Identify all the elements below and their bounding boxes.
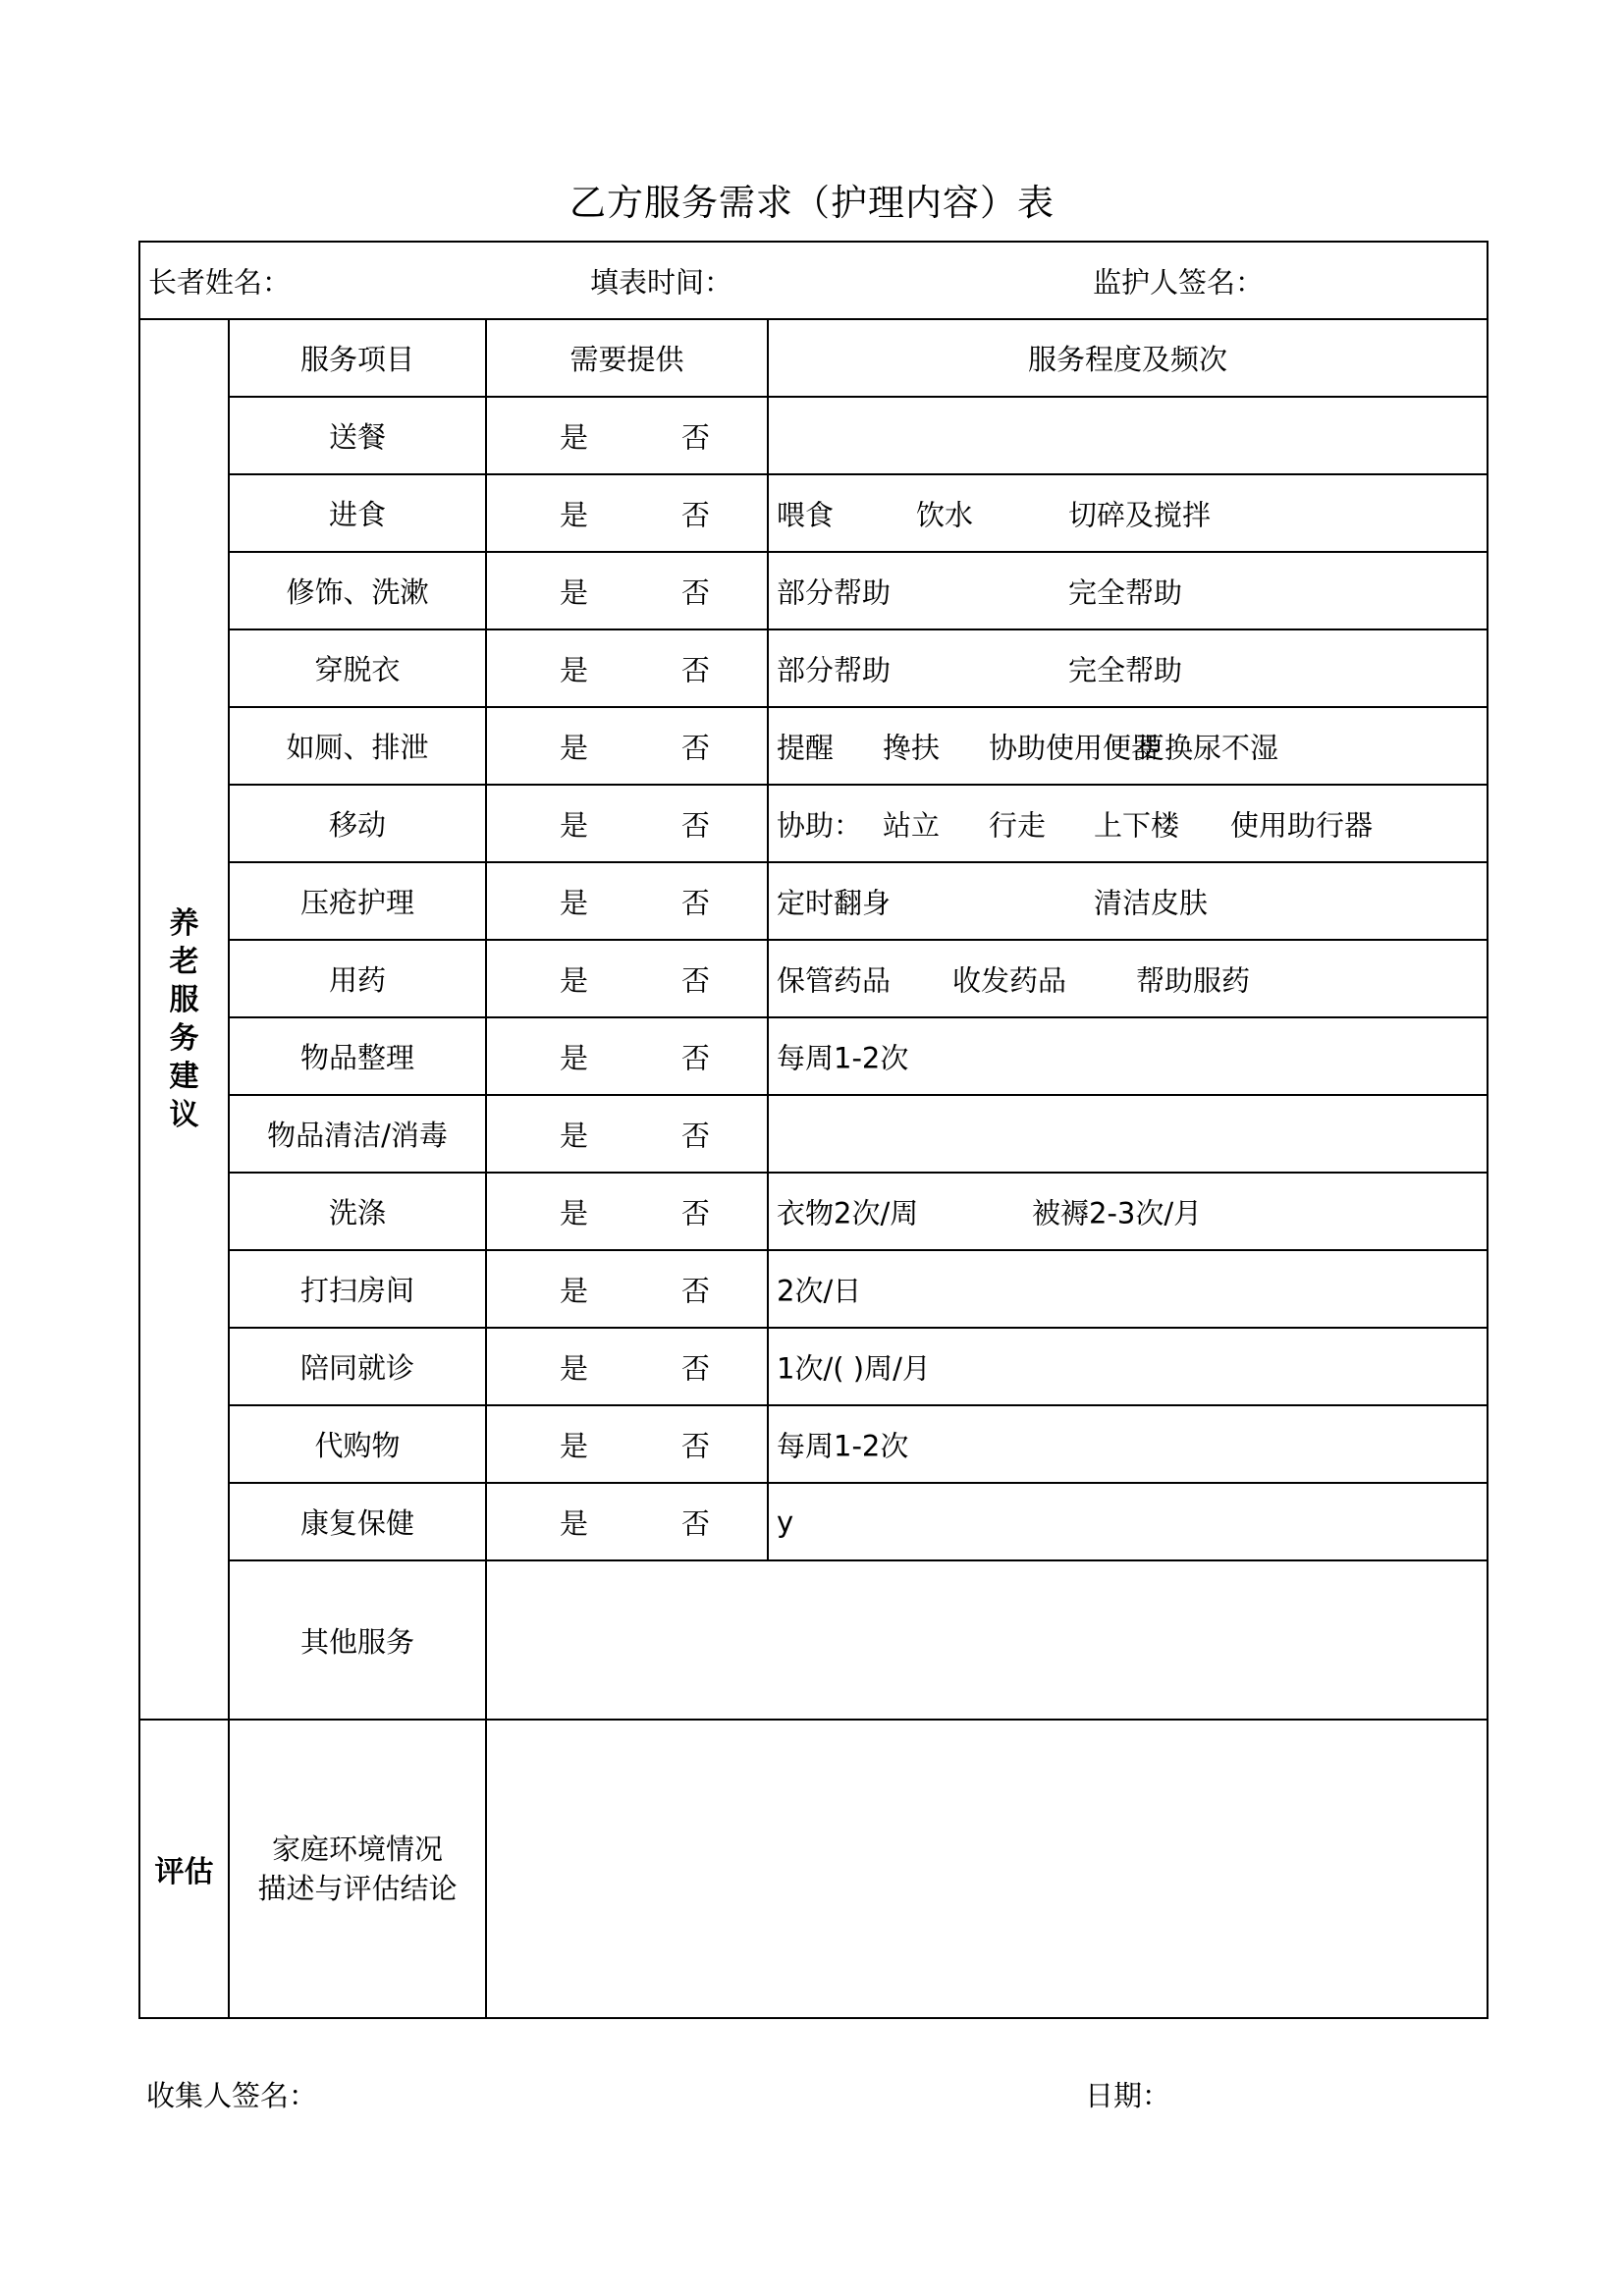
service-form-table [138, 241, 1489, 2019]
yes-option[interactable]: 是 [560, 498, 589, 531]
service-item-label: 康复保健 [229, 1483, 486, 1560]
column-header-need: 需要提供 [486, 319, 768, 397]
yes-option[interactable]: 是 [560, 1351, 589, 1385]
no-option[interactable]: 否 [681, 420, 711, 454]
need-provide-cell [486, 1405, 768, 1483]
service-degree-option[interactable]: 上下楼 [1094, 808, 1180, 842]
no-option[interactable]: 否 [681, 575, 711, 609]
collector-sign-label: 收集人签名： [146, 2079, 318, 2112]
service-degree-cell [768, 862, 1488, 940]
service-degree-cell [768, 1328, 1488, 1405]
service-row [139, 1483, 1488, 1560]
service-degree-cell [768, 785, 1488, 862]
no-option[interactable]: 否 [681, 1119, 711, 1152]
no-option[interactable]: 否 [681, 731, 711, 764]
service-degree-cell [768, 940, 1488, 1017]
service-degree-option[interactable]: 收发药品 [952, 963, 1067, 997]
yes-option[interactable]: 是 [560, 653, 589, 686]
service-row [139, 862, 1488, 940]
service-degree-option[interactable]: 更换尿不湿 [1136, 731, 1279, 764]
need-provide-cell [486, 862, 768, 940]
need-provide-cell [486, 785, 768, 862]
need-provide-cell [486, 1095, 768, 1173]
yes-option[interactable]: 是 [560, 1506, 589, 1540]
service-item-label: 打扫房间 [229, 1250, 486, 1328]
service-degree-option[interactable]: 衣物2次/周 [777, 1196, 919, 1230]
service-degree-option[interactable]: 帮助服药 [1136, 963, 1251, 997]
service-item-label: 物品整理 [229, 1017, 486, 1095]
service-degree-option[interactable]: 部分帮助 [777, 575, 892, 609]
service-degree-option[interactable]: 搀扶 [883, 731, 941, 764]
service-item-label: 进食 [229, 474, 486, 552]
service-degree-option[interactable]: 每周1-2次 [777, 1429, 909, 1462]
service-degree-cell [768, 1173, 1488, 1250]
yes-option[interactable]: 是 [560, 1274, 589, 1307]
service-row [139, 474, 1488, 552]
service-degree-option[interactable]: 提醒 [777, 731, 835, 764]
service-item-label: 洗涤 [229, 1173, 486, 1250]
section-label-char: 老 [169, 945, 199, 979]
elder-name-label: 长者姓名： [148, 265, 292, 299]
service-degree-cell [768, 1095, 1488, 1173]
no-option[interactable]: 否 [681, 1196, 711, 1230]
need-provide-cell [486, 707, 768, 785]
service-item-label: 送餐 [229, 397, 486, 474]
service-degree-option[interactable]: 行走 [989, 808, 1047, 842]
service-item-label: 陪同就诊 [229, 1328, 486, 1405]
yes-option[interactable]: 是 [560, 420, 589, 454]
service-row [139, 1017, 1488, 1095]
service-degree-cell [768, 397, 1488, 474]
service-row [139, 629, 1488, 707]
need-provide-cell [486, 1173, 768, 1250]
yes-option[interactable]: 是 [560, 1041, 589, 1074]
yes-option[interactable]: 是 [560, 731, 589, 764]
service-row [139, 785, 1488, 862]
column-header-row [139, 319, 1488, 397]
need-provide-cell [486, 474, 768, 552]
column-header-item: 服务项目 [229, 319, 486, 397]
no-option[interactable]: 否 [681, 808, 711, 842]
service-row [139, 707, 1488, 785]
service-degree-option[interactable]: 清洁皮肤 [1094, 886, 1209, 919]
service-degree-option[interactable]: 保管药品 [777, 963, 892, 997]
service-degree-option[interactable]: 协助使用便器 [989, 731, 1161, 764]
service-degree-option[interactable]: 切碎及搅拌 [1068, 498, 1212, 531]
need-provide-cell [486, 1328, 768, 1405]
service-item-label: 代购物 [229, 1405, 486, 1483]
service-row [139, 1405, 1488, 1483]
service-row [139, 397, 1488, 474]
assessment-row [139, 1720, 1488, 2018]
need-provide-cell [486, 1483, 768, 1560]
no-option[interactable]: 否 [681, 963, 711, 997]
column-header-degree: 服务程度及频次 [768, 319, 1488, 397]
service-degree-cell [768, 1250, 1488, 1328]
service-item-label: 修饰、洗漱 [229, 552, 486, 629]
service-row [139, 1173, 1488, 1250]
yes-option[interactable]: 是 [560, 963, 589, 997]
section-label-char: 建 [169, 1060, 199, 1094]
service-item-label: 压疮护理 [229, 862, 486, 940]
service-degree-option[interactable]: 定时翻身 [777, 886, 892, 919]
yes-option[interactable]: 是 [560, 1119, 589, 1152]
no-option[interactable]: 否 [681, 886, 711, 919]
service-degree-option[interactable]: 被褥2-3次/月 [1032, 1196, 1203, 1230]
service-degree-option[interactable]: 协助： [777, 808, 863, 842]
no-option[interactable]: 否 [681, 1041, 711, 1074]
service-degree-option[interactable]: 完全帮助 [1068, 653, 1183, 686]
need-provide-cell [486, 940, 768, 1017]
service-item-label: 穿脱衣 [229, 629, 486, 707]
form-header-row [139, 242, 1488, 319]
no-option[interactable]: 否 [681, 1506, 711, 1540]
yes-option[interactable]: 是 [560, 1196, 589, 1230]
service-degree-cell [768, 707, 1488, 785]
service-item-label: 移动 [229, 785, 486, 862]
fill-time-label: 填表时间： [590, 265, 733, 299]
yes-option[interactable]: 是 [560, 575, 589, 609]
other-services-row [139, 1560, 1488, 1720]
yes-option[interactable]: 是 [560, 808, 589, 842]
service-degree-cell [768, 552, 1488, 629]
service-row [139, 1095, 1488, 1173]
service-degree-option[interactable]: 饮水 [916, 498, 974, 531]
service-degree-option[interactable]: 1次/( )周/月 [777, 1351, 931, 1385]
assessment-desc-line1: 家庭环境情况 [271, 1832, 443, 1866]
service-degree-cell [768, 629, 1488, 707]
other-services-label: 其他服务 [229, 1560, 486, 1720]
need-provide-cell [486, 629, 768, 707]
section-label-char: 养 [169, 906, 199, 941]
need-provide-cell [486, 1250, 768, 1328]
no-option[interactable]: 否 [681, 498, 711, 531]
service-row [139, 1250, 1488, 1328]
assessment-desc-line2: 描述与评估结论 [257, 1872, 458, 1905]
no-option[interactable]: 否 [681, 1351, 711, 1385]
other-services-field[interactable] [486, 1560, 1488, 1720]
service-degree-option[interactable]: 每周1-2次 [777, 1041, 909, 1074]
service-degree-option[interactable]: y [777, 1504, 794, 1539]
service-item-label: 物品清洁/消毒 [229, 1095, 486, 1173]
service-degree-cell [768, 474, 1488, 552]
service-row [139, 940, 1488, 1017]
section-label-elder-care [139, 319, 229, 1720]
guardian-sign-label: 监护人签名： [1093, 265, 1265, 299]
yes-option[interactable]: 是 [560, 886, 589, 919]
service-degree-option[interactable]: 站立 [883, 808, 941, 842]
service-degree-cell [768, 1017, 1488, 1095]
date-label: 日期： [1085, 2079, 1171, 2112]
no-option[interactable]: 否 [681, 1274, 711, 1307]
form-title: 乙方服务需求（护理内容）表 [569, 182, 1055, 224]
evaluation-label: 评估 [139, 1720, 229, 2018]
section-label-char: 议 [169, 1098, 199, 1132]
no-option[interactable]: 否 [681, 1429, 711, 1462]
service-item-label: 如厕、排泄 [229, 707, 486, 785]
section-label-char: 务 [169, 1021, 199, 1056]
service-degree-cell [768, 1483, 1488, 1560]
service-row [139, 1328, 1488, 1405]
service-degree-option[interactable]: 2次/日 [777, 1274, 862, 1307]
service-degree-option[interactable]: 喂食 [777, 498, 835, 531]
service-row [139, 552, 1488, 629]
no-option[interactable]: 否 [681, 653, 711, 686]
section-label-char: 服 [169, 983, 199, 1017]
service-degree-option[interactable]: 完全帮助 [1068, 575, 1183, 609]
service-degree-option[interactable]: 使用助行器 [1230, 808, 1374, 842]
assessment-conclusion-field[interactable] [486, 1720, 1488, 2018]
service-degree-option[interactable]: 部分帮助 [777, 653, 892, 686]
need-provide-cell [486, 1017, 768, 1095]
need-provide-cell [486, 552, 768, 629]
service-degree-cell [768, 1405, 1488, 1483]
assessment-description-label [229, 1720, 486, 2018]
service-item-label: 用药 [229, 940, 486, 1017]
yes-option[interactable]: 是 [560, 1429, 589, 1462]
need-provide-cell [486, 397, 768, 474]
